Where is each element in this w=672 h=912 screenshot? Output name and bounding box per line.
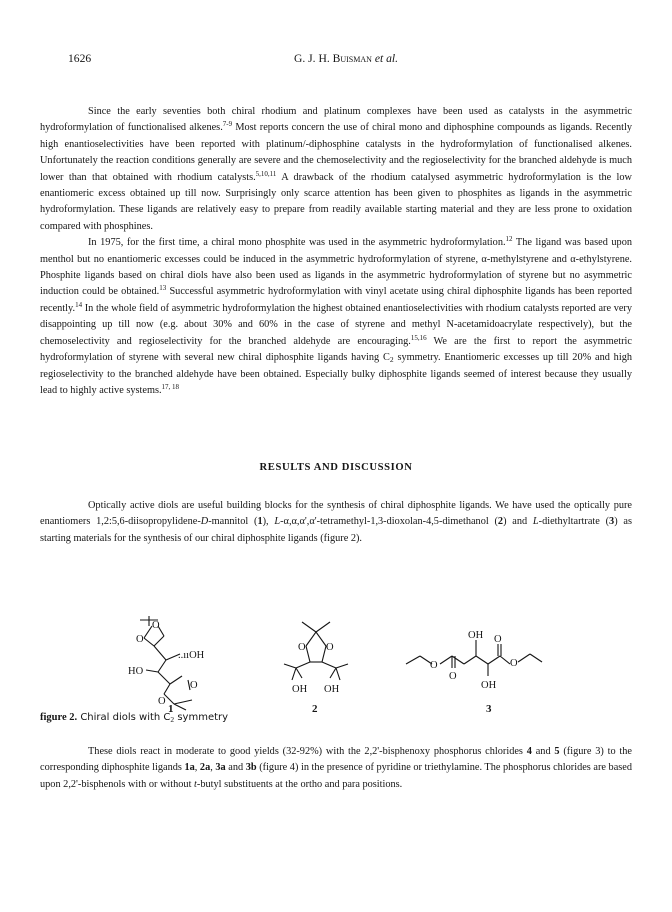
s3-o-ester-2: O (510, 658, 518, 669)
results-paragraph-2: These diols react in moderate to good yields (32-92%) with the 2,2'-bisphenoxy phosphorus chlorides 4 and 5 (figure 3) to the corresponding diphosphite ligands 1a, 2a, 3a and 3b (figure 4) in the presence of pyridine or triethylamine. The phosphorus chlorides are based upon 2,2'-bisphenols with or without t-butyl substituents at the ortho and para positions. (40, 746, 633, 790)
intro-paragraph-2: In 1975, for the first time, a chiral mono phosphite was used in the asymmetric hydroformylation.$^{12}$ The ligand was based upon menthol but no enantiomeric excesses could be induced in the asymmetric hydroformylation of styrene, α-methylstyrene and α-ethylstyrene. Phosphite ligands based on chiral diols have also been used as ligands in the asymmetric hydroformylation of styrene but no asymmetric induction could be obtained.$^{13}$ Successful asymmetric hydroformylation with vinyl acetate using chiral diphosphite ligands has been reported recently.$^{14}$ In the whole field of asymmetric hydroformylation the highest obtained enantioselectivities with rhodium catalysts reported are very disappointing up till now (e.g. about 30% and 60% in the case of styrene and methyl N-acetamidoacrylate respectively), but the chemoselectivity and regioselectivity for the branched aldehyde are encouraging.$^{15,16}$ We are the first to report the asymmetric hydroformylation of styrene with several new chiral diphosphite ligands having $C_2$ symmetry. Enantiomeric excesses up till 20% and high regioselectivity to the branched aldehyde have been obtained. Especially bulky diphosphite ligands seemed of interest because they usually lead to highly active systems.$^{17, 18}$ (40, 235, 632, 396)
compound-number-1: 1 (168, 703, 174, 712)
s2-oh-2: OH (324, 684, 340, 695)
intro-paragraph-1: Since the early seventies both chiral rhodium and platinum complexes have been used as catalysts in the asymmetric hydroformylation of functionalised alkenes.$^{7-9}$ Most reports concern the use of chiral mono and diphosphine compounds as ligands. Recently high enantioselectivities have been reported with platinum/-diphosphine catalysts in the hydroformylation of functionalised alkenes. Unfortunately the reaction conditions generally are severe and the chemoselectivity and the regioselectivity for the branched aldehyde is much lower than that obtained with rhodium catalysts.$^{5,10,11}$ A drawback of the rhodium catalysed asymmetric hydroformylation is the low enantiomeric excess obtained up till now. Surprisingly only scarce attention has been given to phosphites as ligands in the asymmetric hydroformylation. These ligands are relatively easy to prepare from readily available starting material and they are less prone to oxidation compared with phosphines. (40, 106, 632, 232)
compound-number-2: 2 (312, 703, 318, 712)
s2-o-2: O (326, 642, 334, 653)
s3-oh-bottom: OH (481, 680, 497, 691)
s2-oh-1: OH (292, 684, 308, 695)
s1-o-top-2: O (136, 634, 144, 645)
running-title: G. J. H. Buisman et al. (293, 52, 399, 65)
s3-o-carbonyl-1: O (449, 671, 457, 682)
s1-ho: HO (128, 666, 144, 677)
s3-o-carbonyl-2: O (494, 634, 502, 645)
figure-caption: figure 2. Chiral diols with $C_2$ symmetry (40, 712, 229, 724)
s1-o-bot-1: O (190, 680, 198, 691)
section-heading: RESULTS AND DISCUSSION (259, 462, 413, 473)
intro-text (40, 104, 632, 399)
s2-o-1: O (298, 642, 306, 653)
compound-number-3: 3 (486, 703, 492, 712)
s1-o-top-1: O (152, 620, 160, 631)
s3-oh-top: OH (468, 630, 484, 641)
structure-3 (406, 640, 542, 676)
running-header (68, 52, 624, 68)
page-number: 1626 (68, 52, 92, 65)
results-paragraph-1: Optically active diols are useful building blocks for the synthesis of chiral diphosphite ligands. We have used the optically pure enantiomers 1,2:5,6-diisopropylidene-D-mannitol (1), L-α,α,α',α'-tetramethyl-1,3-dioxolan-4,5-dimethanol (2) and L-diethyltartrate (3) as starting materials for the synthesis of our chiral diphosphite ligands (figure 2). (40, 500, 632, 544)
structure-2 (284, 622, 348, 680)
s1-oh: ..ııOH (178, 650, 205, 661)
s3-o-ester-1: O (430, 660, 438, 671)
figure-2-structures (40, 616, 632, 712)
structure-1 (140, 616, 192, 710)
s1-o-bot-2: O (158, 696, 166, 707)
